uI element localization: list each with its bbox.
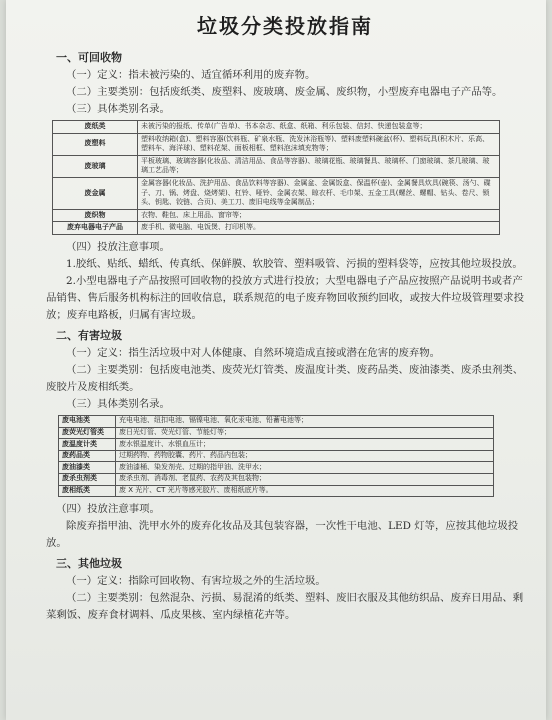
category-items: 过期药物、药物胶囊、药片、药品内包装； — [116, 450, 494, 462]
table-row — [59, 427, 494, 439]
hazardous-list-label: （三）具体类别名录。 — [66, 397, 170, 410]
other-definition: （一）定义：指除可回收物、有害垃圾之外的生活垃圾。 — [66, 575, 326, 588]
hazardous-definition: （一）定义：指生活垃圾中对人体健康、自然环境造成直接或潜在危害的废弃物。 — [66, 346, 441, 359]
category-items: 充电电池、纽扣电池、镉镍电池、氧化汞电池、铅蓄电池等； — [116, 415, 494, 427]
section-heading-hazardous: 二、有害垃圾 — [56, 328, 122, 342]
recyclable-table — [52, 120, 500, 235]
category-name: 废塑料 — [53, 133, 138, 155]
category-name: 废织物 — [53, 209, 138, 222]
hazardous-table — [58, 415, 494, 497]
recyclable-notes-label: （四）投放注意事项。 — [66, 240, 170, 253]
table-row — [53, 121, 500, 134]
category-name: 废温度计类 — [59, 439, 116, 451]
category-name: 废纸类 — [53, 121, 138, 134]
category-name: 废金属 — [53, 177, 138, 209]
table-row — [59, 462, 494, 474]
recyclable-definition: （一）定义：指未被污染的、适宜循环利用的废弃物。 — [66, 69, 316, 81]
category-items: 平板玻璃、玻璃容器(化妆品、清洁用品、食品等容器)、玻璃花瓶、玻璃餐具、玻璃杯、门窗玻璃、茶几玻璃、玻璃工艺品等； — [138, 155, 500, 177]
table-row — [59, 485, 494, 497]
section-heading-recyclable: 一、可回收物 — [56, 51, 122, 64]
table-row — [53, 155, 500, 177]
category-items: 衣物、鞋包、床上用品、窗帘等； — [138, 209, 500, 222]
recyclable-note-1: 1.胶纸、贴纸、蜡纸、传真纸、保鲜膜、软胶管、塑料吸管、污损的塑料袋等，应按其他垃圾投放。 — [66, 257, 523, 270]
table-row — [59, 439, 494, 451]
category-name: 废玻璃 — [53, 155, 138, 177]
document-page — [6, 0, 546, 720]
table-row — [59, 473, 494, 485]
recyclable-note-2: 2.小型电器电子产品按照可回收物的投放方式进行投放；大型电器电子产品应按照产品说明书或者产品销售、售后服务机构标注的回收信息，联系规范的电子废弃物回收预约回收，或按大件垃圾管理要求投放；废弃电路板，归属有害垃圾。 — [46, 274, 524, 321]
category-name: 废油漆类 — [59, 462, 116, 474]
hazardous-notes-label: （四）投放注意事项。 — [56, 503, 160, 516]
section-heading-other: 三、其他垃圾 — [56, 557, 122, 571]
table-row — [53, 133, 500, 155]
hazardous-note-1: 除废弃指甲油、洗甲水外的废弃化妆品及其包装容器，一次性干电池、LED 灯等，应按其他垃圾投放。 — [46, 520, 519, 550]
recyclable-categories: （二）主要类别：包括废纸类、废塑料、废玻璃、废金属、废织物，小型废弃电器电子产品等。 — [66, 86, 503, 98]
recyclable-list-label: （三）具体类别名录。 — [66, 103, 170, 115]
document-title: 垃圾分类投放指南 — [197, 14, 373, 38]
category-items: 废日光灯管、荧光灯管、节能灯等； — [116, 427, 494, 439]
category-items: 废手机、微电脑、电饭煲、打印机等。 — [138, 222, 500, 235]
category-items: 塑料收纳箱(盒)、塑料容器(饮料瓶、矿泉水瓶、洗发沐浴瓶等)、塑料废塑料碗盆(杯)、塑料玩具(积木片、乐高、塑料车、海洋球)、塑料花架、面板相框、塑料泡沫填充物等； — [138, 133, 500, 155]
hazardous-categories: （二）主要类别：包括废电池类、废荧光灯管类、废温度计类、废药品类、废油漆类、废杀虫剂类、废胶片及废相纸类。 — [46, 363, 524, 393]
table-row — [53, 177, 500, 209]
category-name: 废杀虫剂类 — [59, 473, 116, 485]
category-items: 废水银温度计、水银血压计； — [116, 439, 494, 451]
category-items: 废油漆桶、染发剂壳、过期的指甲油、洗甲水； — [116, 462, 494, 474]
category-items: 金属容器(化妆品、洗护用品、食品饮料等容器)、金属盆、金属饭盒、保温杯(壶)、金属餐具炊具(碗筷、汤勺、碟子、刀、锅、烤盘、烧烤架)、杠铃、哑铃、金属衣架、晾衣杆、毛巾架、五金工具(螺丝、螺帽、钻头、卷尺、锁头、钥匙、铰链、合页)、美工刀、废旧电线等金属制品； — [138, 177, 500, 209]
table-row — [59, 415, 494, 427]
category-name: 废药品类 — [59, 450, 116, 462]
category-items: 未被污染的报纸、传单(广告单)、书本杂志、纸盒、纸箱、利乐包装、信封、快递包装盒等； — [138, 121, 500, 134]
category-name: 废相纸类 — [59, 485, 116, 497]
category-items: 废杀虫剂、消毒剂、老鼠药、农药及其包装物； — [116, 473, 494, 485]
document-content — [46, 10, 524, 624]
category-name: 废弃电器电子产品 — [53, 222, 138, 235]
table-row — [59, 450, 494, 462]
table-row — [53, 209, 500, 222]
other-categories: （二）主要类别：包然混杂、污损、易混淆的纸类、塑料、废旧衣服及其他纺织品、废弃日用品、剩菜剩饭、废弃食材调料、瓜皮果核、室内绿植花卉等。 — [46, 592, 524, 622]
category-items: 废 X 光片、CT 光片等感光胶片、废相纸底片等。 — [116, 485, 494, 497]
category-name: 废电池类 — [59, 415, 116, 427]
table-row — [53, 222, 500, 235]
category-name: 废荧光灯管类 — [59, 427, 116, 439]
